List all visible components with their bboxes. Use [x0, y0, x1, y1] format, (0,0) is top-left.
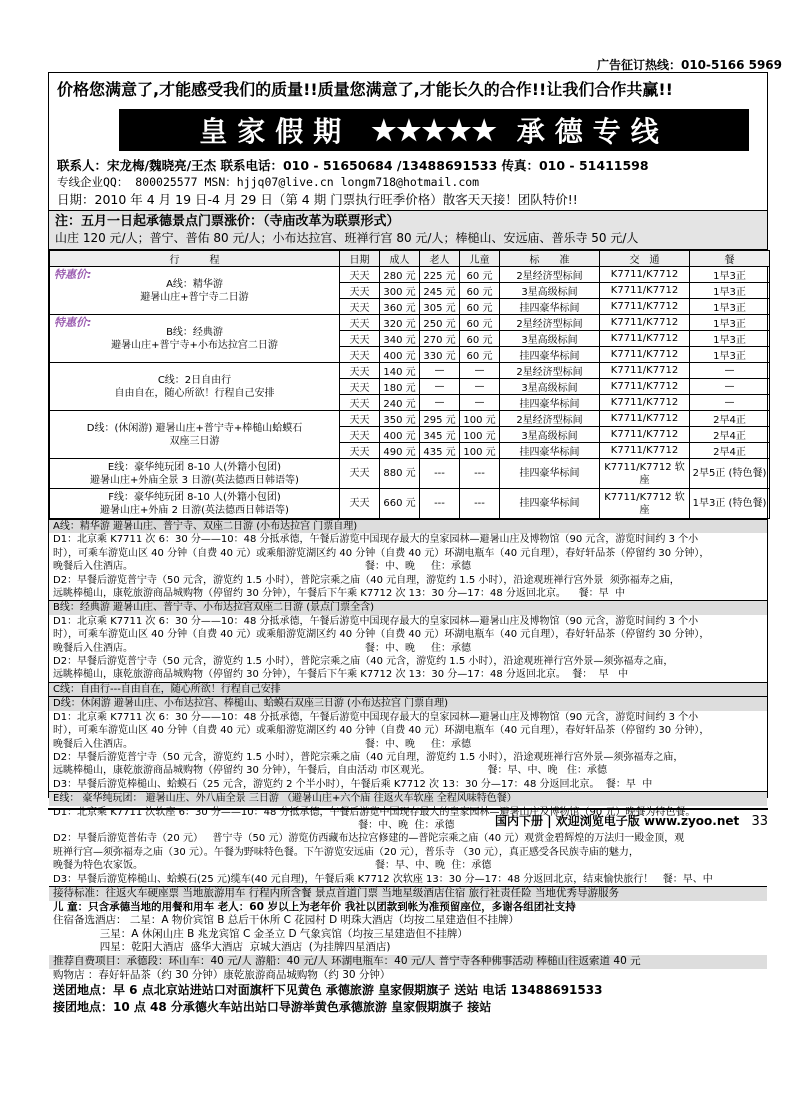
table-cell: 1早3正	[690, 315, 770, 331]
slogan: 价格您满意了,才能感受我们的质量!!质量您满意了,才能长久的合作!!让我们合作共赢!!	[57, 80, 673, 99]
notice-line-1: 注：五月一日起承德景点门票涨价：（寺庙改革为联票形式）	[55, 214, 400, 229]
route-text: D线：(休闲游) 避暑山庄+普宁寺+棒槌山蛤蟆石 双座三日游	[86, 422, 303, 447]
table-cell: 140 元	[380, 363, 420, 379]
table-row	[50, 267, 770, 283]
itinerary-line: 晚餐后入住酒店。 餐：中、晚 住：承德	[53, 642, 471, 654]
table-cell: 330 元	[420, 347, 460, 363]
table-cell: 60 元	[460, 347, 500, 363]
route-text: E线：豪华纯玩团 8-10 人(外籍小包团) 避暑山庄+外庙全景 3 日游(英法德西日韩语等)	[90, 461, 299, 486]
column-header: 日期	[340, 251, 380, 267]
special-price-tag: 特惠价:	[54, 268, 92, 281]
hotel-line-3: 四星：乾阳大酒店 盛华大酒店 京城大酒店 (为挂牌四星酒店)	[53, 941, 391, 954]
table-cell: 305 元	[420, 299, 460, 315]
table-cell: K7711/K7712	[600, 395, 690, 411]
table-cell: K7711/K7712	[600, 299, 690, 315]
column-header: 标 准	[500, 251, 600, 267]
table-cell: 1早3正	[690, 283, 770, 299]
table-cell: 2早4正	[690, 443, 770, 459]
itinerary-line: D3：早餐后游览棒槌山、蛤蟆石(25 元)缆车(40 元自理)，午餐后乘 K7712 次软座 13：30 分—17：48 分返回北京，结束愉快旅行！ 餐：早、中	[53, 873, 713, 885]
table-cell: 100 元	[460, 427, 500, 443]
table-cell: 2星经济型标间	[500, 267, 600, 283]
footer-text: 国内下册 | 欢迎浏览电子版 www.zyoo.net	[495, 814, 740, 828]
contact-block	[49, 155, 767, 210]
table-cell: 3星高级标间	[500, 427, 600, 443]
route-text: F线：豪华纯玩团 8-10 人(外籍小包团) 避暑山庄+外庙 2 日游(英法德西日韩语等)	[100, 491, 289, 516]
stars-icon: ★★★★★	[371, 113, 497, 147]
itinerary-line: 远眺棒槌山，康乾旅游商品城购物（停留约 30 分钟），午餐后下午乘 K7712 次 13：30 分—17：48 分返回北京。 餐： 早 中	[53, 669, 629, 681]
table-cell: 360 元	[380, 299, 420, 315]
itinerary-line: 远眺棒槌山，康乾旅游商品城购物（停留约 30 分钟），午餐后，自由活动 市区观光。 餐：早、中、晚 住：承德	[53, 765, 608, 777]
itinerary-line: 晚餐后入住酒店。 餐：中、晚 住：承德	[53, 561, 471, 573]
table-cell: 340 元	[380, 331, 420, 347]
notice-line-2: 山庄 120 元/人；普宁、普佑 80 元/人；小布达拉宫、班禅行宫 80 元/人；棒槌山、安远庙、普乐寺 50 元/人	[55, 231, 639, 245]
route-cell	[50, 489, 340, 519]
route-cell	[50, 459, 340, 489]
table-cell: K7711/K7712	[600, 315, 690, 331]
table-cell: 天天	[340, 395, 380, 411]
contact-line-2: 专线企业QQ： 800025577 MSN：hjjq07@live.cn longm718@hotmail.com	[57, 175, 480, 189]
table-cell: —	[420, 363, 460, 379]
table-cell: —	[420, 395, 460, 411]
table-cell: 1早3正	[690, 347, 770, 363]
hotel-line-1: 住宿备选酒店： 二星：A 物价宾馆 B 总后干休所 C 花园村 D 明珠大酒店（均按二星建造但不挂牌）	[53, 914, 520, 927]
table-cell: 天天	[340, 427, 380, 443]
column-header: 交 通	[600, 251, 690, 267]
table-cell: 400 元	[380, 347, 420, 363]
table-cell: 400 元	[380, 427, 420, 443]
table-cell: ---	[460, 489, 500, 519]
table-cell: —	[460, 395, 500, 411]
table-cell: 天天	[340, 315, 380, 331]
banner-left: 皇家假期	[199, 115, 352, 148]
column-header: 餐	[690, 251, 770, 267]
table-cell: 240 元	[380, 395, 420, 411]
table-cell: K7711/K7712	[600, 443, 690, 459]
itinerary-line: 时），可乘车游览山区 40 分钟（自费 40 元）或乘船游览湖区约 40 分钟（自费 40 元）环湖电瓶车（40 元自理），春好轩品茶（停留约 30 分钟），	[53, 725, 710, 737]
itinerary-line: 时），可乘车游览山区 40 分钟（自费 40 元）或乘船游览湖区约 40 分钟（自费 40 元）环湖电瓶车（40 元自理），春好轩品茶（停留约 30 分钟），	[53, 547, 710, 559]
table-cell: 345 元	[420, 427, 460, 443]
table-cell: K7711/K7712	[600, 427, 690, 443]
price-notice	[49, 210, 767, 250]
table-cell: 天天	[340, 443, 380, 459]
column-header: 行 程	[50, 251, 340, 267]
table-cell: —	[690, 379, 770, 395]
table-cell: 挂四豪华标间	[500, 459, 600, 489]
table-cell: K7711/K7712	[600, 379, 690, 395]
table-cell: —	[690, 395, 770, 411]
itinerary-line: 远眺棒槌山，康乾旅游商品城购物（停留约 30 分钟），午餐后下午乘 K7712 次 13：30 分—17：48 分返回北京。 餐：早 中	[53, 588, 625, 600]
route-cell	[50, 363, 340, 411]
itinerary-block	[49, 519, 767, 600]
table-cell: 350 元	[380, 411, 420, 427]
table-cell: 100 元	[460, 411, 500, 427]
table-cell: K7711/K7712	[600, 411, 690, 427]
table-cell: 435 元	[420, 443, 460, 459]
table-cell: 250 元	[420, 315, 460, 331]
table-cell: 60 元	[460, 299, 500, 315]
itinerary-section	[49, 519, 767, 886]
send-line: 送团地点：早 6 点北京站进站口对面旗杆下见黄色 承德旅游 皇家假期旗子 送站 电话 13488691533	[53, 983, 603, 998]
itinerary-header: A线：精华游 避暑山庄、普宁寺、双座二日游 (小布达拉宫 门票自理)	[49, 520, 767, 533]
children-line: 儿 童：只含承德当地的用餐和用车 老人：60 岁以上为老年价 我社以团款到帐为准预留座位，多谢各组团社支持	[53, 900, 576, 913]
itinerary-line: D1：北京乘 K7711 次 6：30 分——10：48 分抵承德，午餐后游览中国现存最大的皇家园林—避暑山庄及博物馆（90 元含，游览时间约 3 个小	[53, 615, 699, 627]
table-cell: 天天	[340, 411, 380, 427]
table-cell: 225 元	[420, 267, 460, 283]
hotel-line-2: 三星：A 休闲山庄 B 兆龙宾馆 C 金圣立 D 气象宾馆（均按三星建造但不挂牌）	[53, 927, 468, 940]
page-number: 33	[751, 814, 768, 829]
table-cell: K7711/K7712	[600, 267, 690, 283]
bottom-info	[49, 886, 767, 1016]
ad-hotline: 广告征订热线：010-5166 5969	[596, 58, 782, 72]
itinerary-block	[49, 682, 767, 696]
table-cell: 3星高级标间	[500, 379, 600, 395]
itinerary-line: D1：北京乘 K7711 次 6：30 分——10：48 分抵承德，午餐后游览中国现存最大的皇家园林—避暑山庄及博物馆（90 元含，游览时间约 3 个小	[53, 534, 699, 546]
table-cell: K7711/K7712	[600, 331, 690, 347]
table-cell: K7711/K7712	[600, 363, 690, 379]
itinerary-line: D2：早餐后游览普宁寺（50 元含，游览约 1.5 小时），普陀宗乘之庙（40 元自理，游览约 1.5 小时），沿途观班禅行宫外景—须弥福寿之庙，	[53, 751, 684, 763]
table-cell: 180 元	[380, 379, 420, 395]
table-cell: K7711/K7712	[600, 283, 690, 299]
table-cell: —	[460, 379, 500, 395]
itinerary-header: C线：自由行---自由自在，随心所欲！行程自己安排	[49, 683, 767, 696]
table-cell: 100 元	[460, 443, 500, 459]
table-cell: 天天	[340, 489, 380, 519]
table-cell: ---	[420, 459, 460, 489]
table-cell: 1早3正	[690, 267, 770, 283]
itinerary-line: 晚餐后入住酒店。 餐：中、晚 住：承德	[53, 738, 471, 750]
table-cell: K7711/K7712	[600, 347, 690, 363]
table-cell: 2星经济型标间	[500, 363, 600, 379]
contact-line-3: 日期：2010 年 4 月 19 日-4 月 29 日（第 4 期 门票执行旺季价格）散客天天接！团队特价!!	[57, 192, 578, 207]
table-cell: 天天	[340, 459, 380, 489]
table-cell: 60 元	[460, 315, 500, 331]
pickup-line: 接团地点：10 点 48 分承德火车站出站口导游举黄色承德旅游 皇家假期旗子 接站	[53, 1000, 492, 1015]
table-cell: 490 元	[380, 443, 420, 459]
optional-line-1: 推荐自费项目：承德段：环山车：40 元/人 游船：40 元/人 环湖电瓶车：40 元/人 普宁寺各种佛事活动 棒槌山往返索道 40 元	[49, 955, 767, 969]
table-cell: 挂四豪华标间	[500, 395, 600, 411]
itinerary-block	[49, 791, 767, 886]
page-footer	[48, 808, 768, 829]
table-cell: 天天	[340, 363, 380, 379]
table-row	[50, 411, 770, 427]
title-banner	[119, 109, 749, 151]
itinerary-line: 餐：中、晚 住：承德	[53, 819, 455, 831]
itinerary-header: D线：休闲游 避暑山庄、小布达拉宫、棒槌山、蛤蟆石双座三日游 (小布达拉宫 门票自理)	[49, 697, 767, 710]
contact-line-1: 联系人：宋龙梅/魏晓亮/王杰 联系电话：010 - 51650684 /13488691533 传真：010 - 51411598	[57, 158, 649, 173]
table-cell: —	[420, 379, 460, 395]
standard-line: 接待标准：往返火车硬座票 当地旅游用车 行程内所含餐 景点首道门票 当地星级酒店住宿 旅行社责任险 当地优秀导游服务	[49, 887, 767, 901]
table-cell: 300 元	[380, 283, 420, 299]
table-cell: 320 元	[380, 315, 420, 331]
table-header-row	[50, 251, 770, 267]
table-cell: 天天	[340, 379, 380, 395]
route-text: B线：经典游 避暑山庄+普宁寺+小布达拉宫二日游	[111, 326, 278, 351]
table-row	[50, 459, 770, 489]
table-row	[50, 489, 770, 519]
table-cell: 2早5正 (特色餐)	[690, 459, 770, 489]
table-cell: 天天	[340, 299, 380, 315]
table-cell: 天天	[340, 331, 380, 347]
table-cell: 60 元	[460, 267, 500, 283]
table-cell: 660 元	[380, 489, 420, 519]
table-cell: —	[690, 363, 770, 379]
itinerary-block	[49, 600, 767, 681]
itinerary-line: D2：早餐后游览普宁寺（50 元含，游览约 1.5 小时），普陀宗乘之庙（40 元自理，游览约 1.5 小时），沿途观班禅行宫外景 须弥福寿之庙，	[53, 574, 680, 586]
itinerary-block	[49, 696, 767, 791]
table-cell: 1早3正	[690, 331, 770, 347]
table-cell: 2星经济型标间	[500, 315, 600, 331]
table-cell: 1早3正	[690, 299, 770, 315]
table-row	[50, 315, 770, 331]
table-cell: 天天	[340, 347, 380, 363]
table-cell: 挂四豪华标间	[500, 443, 600, 459]
itinerary-line: D2：早餐后游览普宁寺（50 元含，游览约 1.5 小时），普陀宗乘之庙（40 元含，游览约 1.5 小时），沿途观班禅行宫外景—须弥福寿之庙，	[53, 656, 674, 668]
table-cell: —	[460, 363, 500, 379]
table-cell: K7711/K7712 软座	[600, 489, 690, 519]
table-cell: 挂四豪华标间	[500, 299, 600, 315]
table-cell: ---	[420, 489, 460, 519]
itinerary-line: D1：北京乘 K7711 次软座 6：30 分——10：48 分抵承德，午餐后游览中国现存最大的皇家园林—避暑山庄及博物馆（90 元）晚餐为特色餐。	[53, 806, 696, 818]
itinerary-line: 晚餐为特色农家饭。 餐：早、中、晚 住：承德	[53, 860, 492, 872]
itinerary-line: D1：北京乘 K7711 次 6：30 分——10：48 分抵承德，午餐后游览中国现存最大的皇家园林—避暑山庄及博物馆（90 元含，游览时间约 3 个小	[53, 711, 699, 723]
table-cell: 天天	[340, 283, 380, 299]
special-price-tag: 特惠价:	[54, 316, 92, 329]
column-header: 老人	[420, 251, 460, 267]
table-cell: 2早4正	[690, 411, 770, 427]
route-cell	[50, 315, 340, 363]
route-text: C线：2日自由行 自由自在，随心所欲！行程自己安排	[114, 374, 275, 399]
table-cell: 880 元	[380, 459, 420, 489]
table-row	[50, 363, 770, 379]
column-header: 成人	[380, 251, 420, 267]
table-cell: 天天	[340, 267, 380, 283]
price-table	[49, 250, 770, 519]
table-cell: ---	[460, 459, 500, 489]
route-cell	[50, 411, 340, 459]
itinerary-line: 时），可乘车游览山区 40 分钟（自费 40 元）或乘船游览湖区约 40 分钟（自费 40 元）环湖电瓶车（40 元自理），春好轩品茶（停留约 30 分钟），	[53, 629, 710, 641]
table-cell: 3星高级标间	[500, 283, 600, 299]
itinerary-header: B线：经典游 避暑山庄、普宁寺、小布达拉宫双座二日游 (景点门票全含)	[49, 601, 767, 614]
table-cell: 295 元	[420, 411, 460, 427]
table-cell: 2早4正	[690, 427, 770, 443]
table-cell: 270 元	[420, 331, 460, 347]
table-cell: 挂四豪华标间	[500, 347, 600, 363]
banner-right: 承德专线	[516, 115, 669, 148]
itinerary-header: E线： 豪华纯玩团： 避暑山庄、外八庙全景 三日游 （避暑山庄+六个庙 往返火车软座 全程风味特色餐）	[49, 792, 767, 805]
column-header: 儿童	[460, 251, 500, 267]
route-text: A线：精华游 避暑山庄+普宁寺二日游	[140, 278, 249, 303]
itinerary-line: 班禅行宫—须弥福寿之庙（30 元）。午餐为野味特色餐。下午游览安远庙（20 元），普乐寺 （30 元），真正感受各民族寺庙的魅力，	[53, 846, 639, 858]
table-cell: K7711/K7712 软座	[600, 459, 690, 489]
table-cell: 60 元	[460, 331, 500, 347]
itinerary-line: D3：早餐后游览棒槌山、蛤蟆石（25 元含，游览约 2 个半小时），午餐后乘 K7712 次 13：30 分—17：48 分返回北京。 餐：早 中	[53, 778, 653, 790]
table-cell: 245 元	[420, 283, 460, 299]
optional-line-2: 购物店 ：春好轩品茶（约 30 分钟）康乾旅游商品城购物（约 30 分钟）	[53, 968, 391, 981]
table-cell: 1早3正 (特色餐)	[690, 489, 770, 519]
itinerary-line: D2：早餐后游览普佑寺（20 元） 普宁寺（50 元）游览仿西藏布达拉宫修建的—普陀宗乘之庙（40 元）观赏金碧辉煌的万法归一殿金顶，观	[53, 833, 685, 845]
table-cell: 280 元	[380, 267, 420, 283]
table-cell: 挂四豪华标间	[500, 489, 600, 519]
table-cell: 60 元	[460, 283, 500, 299]
table-cell: 3星高级标间	[500, 331, 600, 347]
route-cell	[50, 267, 340, 315]
table-cell: 2星经济型标间	[500, 411, 600, 427]
